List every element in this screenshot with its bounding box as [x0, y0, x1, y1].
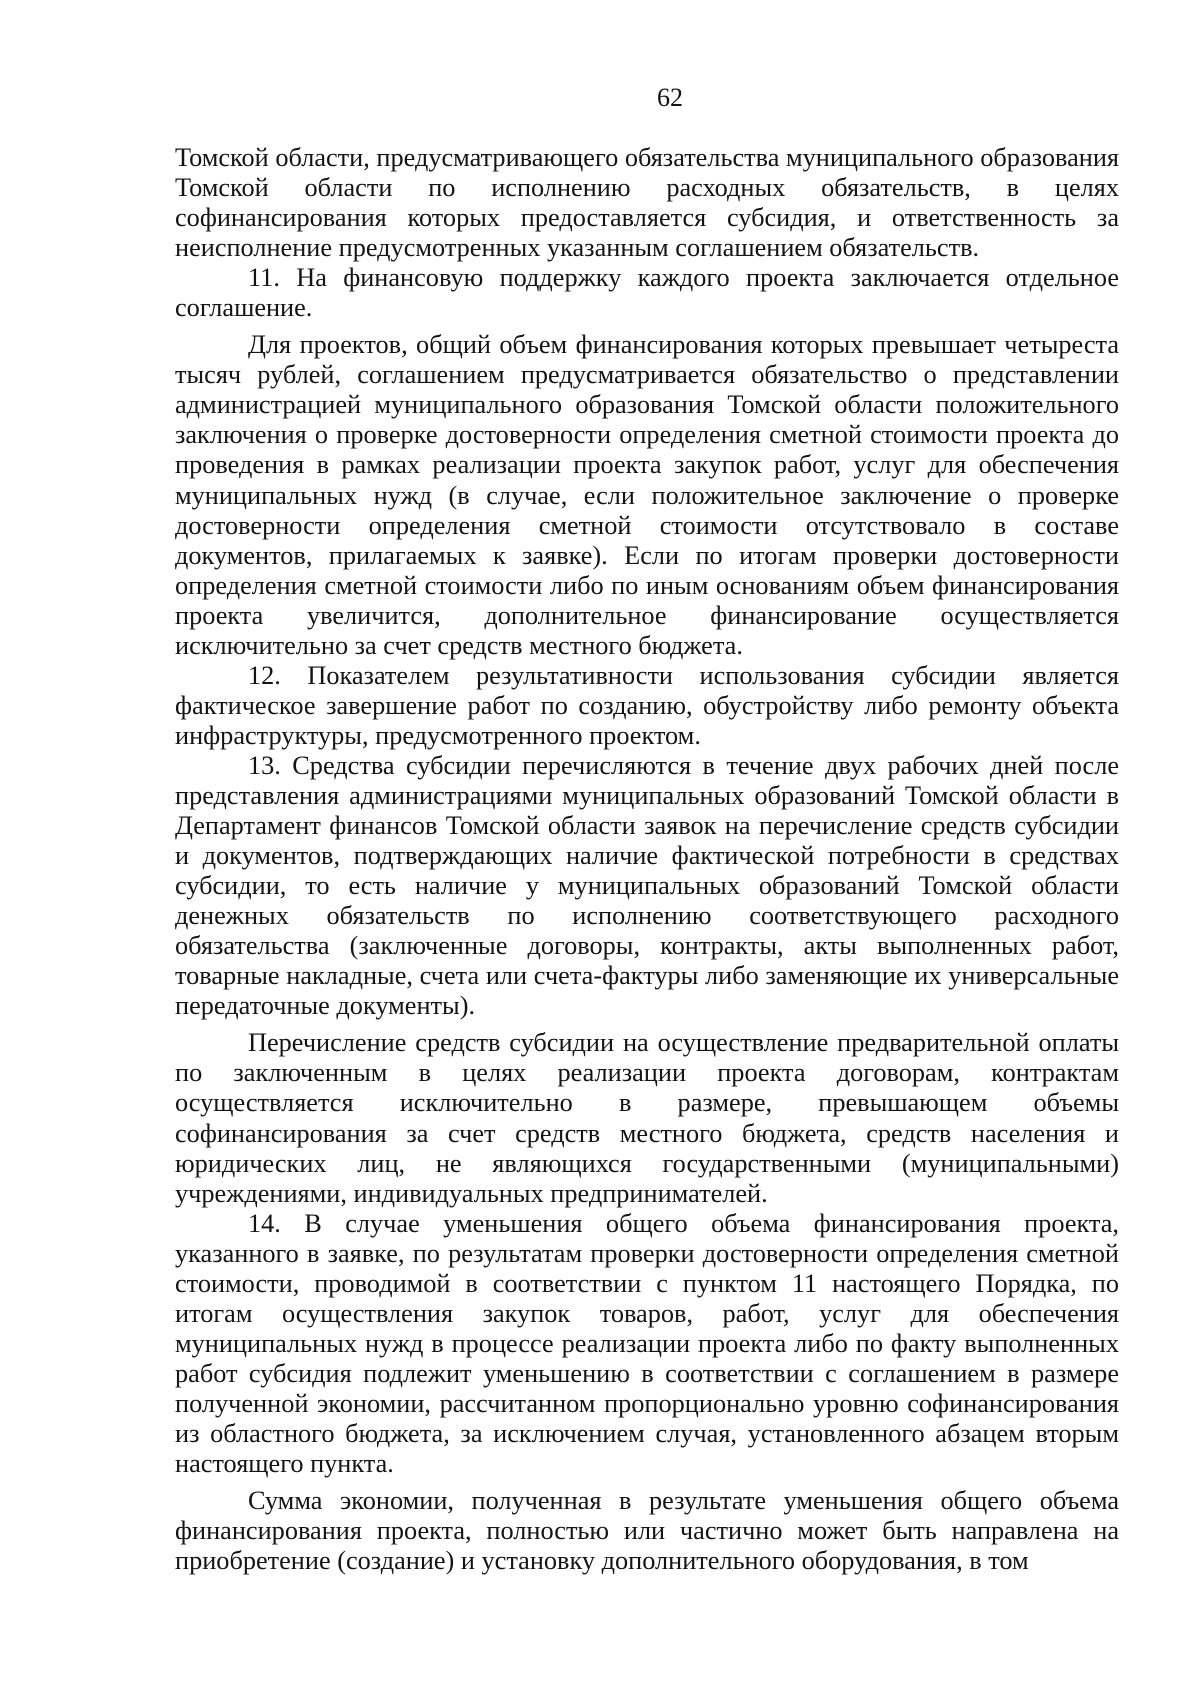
paragraph-savings: Сумма экономии, полученная в результате уменьшения общего объема финансирования проекта, полностью или частично может быть направлена на приобретение (создание) и установку дополнительного оборудования, в том [175, 1486, 1119, 1576]
paragraph-item-12: 12. Показателем результативности использования субсидии является фактическое завершение работ по созданию, обустройству либо ремонту объекта инфраструктуры, предусмотренного проектом. [175, 660, 1119, 750]
paragraph-item-11: 11. На финансовую поддержку каждого проекта заключается отдельное соглашение. [175, 263, 1119, 323]
paragraph-prepayment: Перечисление средств субсидии на осуществление предварительной оплаты по заключенным в целях реализации проекта договорам, контрактам осуществляется исключительно в размере, превышающем объемы софинансирования за счет средств местного бюджета, средств населения и юридических лиц, не являющихся государственными (муниципальными) учреждениями, индивидуальных предпринимателей. [175, 1028, 1119, 1208]
paragraph-item-14: 14. В случае уменьшения общего объема финансирования проекта, указанного в заявке, по результатам проверки достоверности определения сметной стоимости, проводимой в соответствии с пунктом 11 настоящего Порядка, по итогам осуществления закупок товаров, работ, услуг для обеспечения муниципальных нужд в процессе реализации проекта либо по факту выполненных работ субсидия подлежит уменьшению в соответствии с соглашением в размере полученной экономии, рассчитанном пропорционально уровню софинансирования из областного бюджета, за исключением случая, установленного абзацем вторым настоящего пункта. [175, 1208, 1119, 1479]
document-body [175, 143, 1119, 1576]
paragraph-item-13: 13. Средства субсидии перечисляются в течение двух рабочих дней после представления администрациями муниципальных образований Томской области в Департамент финансов Томской области заявок на перечисление средств субсидии и документов, подтверждающих наличие фактической потребности в средствах субсидии, то есть наличие у муниципальных образований Томской области денежных обязательств по исполнению соответствующего расходного обязательства (заключенные договоры, контракты, акты выполненных работ, товарные накладные, счета или счета-фактуры либо заменяющие их универсальные передаточные документы). [175, 750, 1119, 1021]
paragraph-projects-over-400k: Для проектов, общий объем финансирования которых превышает четыреста тысяч рублей, соглашением предусматривается обязательство о представлении администрацией муниципального образования Томской области положительного заключения о проверке достоверности определения сметной стоимости проекта до проведения в рамках реализации проекта закупок работ, услуг для обеспечения муниципальных нужд (в случае, если положительное заключение о проверке достоверности определения сметной стоимости отсутствовало в составе документов, прилагаемых к заявке). Если по итогам проверки достоверности определения сметной стоимости либо по иным основаниям объем финансирования проекта увеличится, дополнительное финансирование осуществляется исключительно за счет средств местного бюджета. [175, 330, 1119, 660]
paragraph-continuation: Томской области, предусматривающего обязательства муниципального образования Томской области по исполнению расходных обязательств, в целях софинансирования которых предоставляется субсидия, и ответственность за неисполнение предусмотренных указанным соглашением обязательств. [175, 143, 1119, 263]
page-number: 62 [657, 83, 683, 112]
